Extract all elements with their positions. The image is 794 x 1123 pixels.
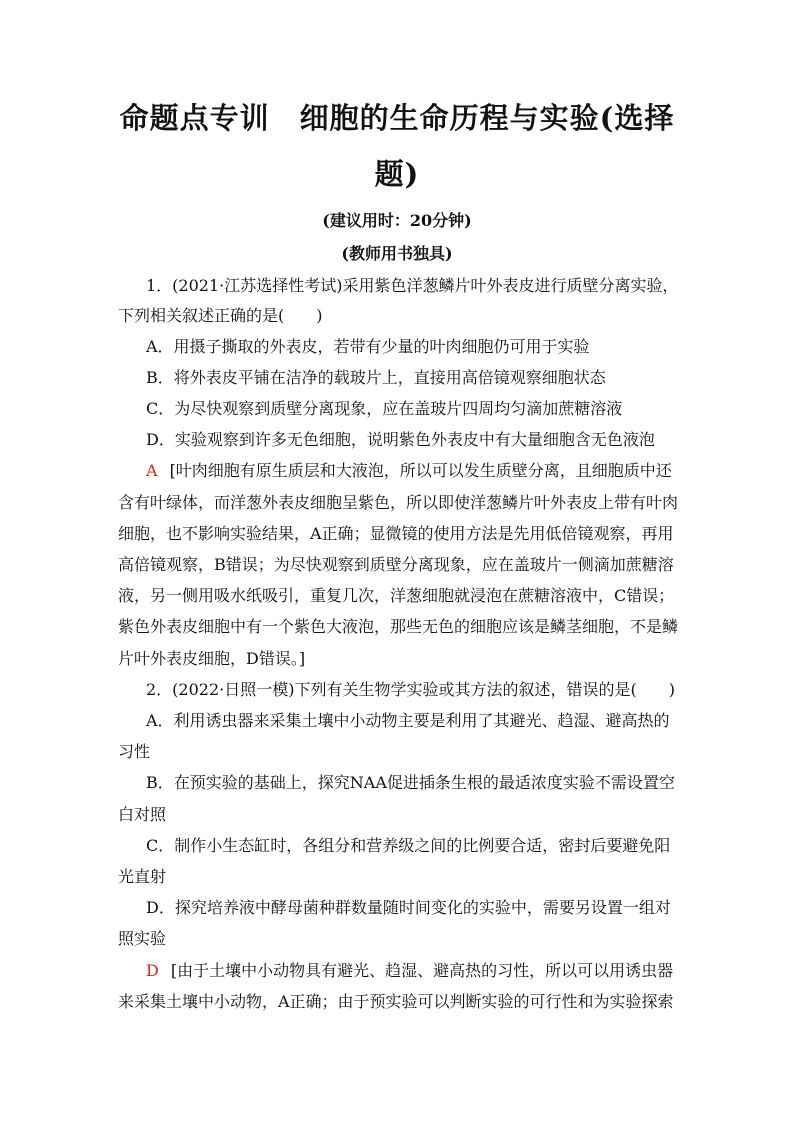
q1-stem: 1．(2021·江苏选择性考试)采用紫色洋葱鳞片叶外表皮进行质壁分离实验，	[146, 276, 679, 295]
page-title: 命题点专训 细胞的生命历程与实验(选择	[119, 101, 675, 135]
q2-answer: D	[146, 961, 159, 980]
teacher-note: (教师用书独具)	[341, 244, 453, 263]
q1-explanation-text: [叶肉细胞有原生质层和大液泡，所以可以发生质壁分离，且细胞质中还	[169, 461, 672, 480]
q2-option-d-continued: 照实验	[118, 929, 167, 948]
q1-explanation	[146, 461, 683, 481]
q1-explanation-line: 细胞，也不影响实验结果，A正确；显微镜的使用方法是先用低倍镜观察，再用	[118, 524, 674, 543]
q1-explanation-line: 紫色外表皮细胞中有一个紫色大液泡，那些无色的细胞应该是鳞茎细胞，不是鳞	[118, 617, 679, 636]
q1-option-c: C．为尽快观察到质壁分离现象，应在盖玻片四周均匀滴加蔗糖溶液	[146, 399, 623, 418]
q2-option-b-continued: 白对照	[118, 805, 167, 824]
page-title-continued: 题)	[374, 157, 420, 191]
q2-stem: 2．(2022·日照一模)下列有关生物学实验或其方法的叙述，错误的是( )	[146, 680, 675, 699]
q1-explanation-line: 液，另一侧用吸水纸吸引，重复几次，洋葱细胞就浸泡在蔗糖溶液中，C错误；	[118, 586, 675, 605]
q1-stem-continued: 下列相关叙述正确的是( )	[118, 306, 323, 325]
q1-option-d: D．实验观察到许多无色细胞，说明紫色外表皮中有大量细胞含无色液泡	[146, 430, 655, 449]
q2-explanation-text: [由于土壤中小动物具有避光、趋湿、避高热的习性，所以可以用诱虫器	[170, 961, 674, 980]
q2-option-a: A．利用诱虫器来采集土壤中小动物主要是利用了其避光、趋湿、避高热的	[146, 711, 670, 730]
q2-option-a-continued: 习性	[118, 742, 151, 761]
q2-option-d: D．探究培养液中酵母菌种群数量随时间变化的实验中，需要另设置一组对	[146, 898, 671, 917]
q1-answer: A	[146, 461, 158, 480]
q2-option-c-continued: 光直射	[118, 867, 167, 886]
q2-explanation	[146, 961, 683, 981]
q1-option-a: A．用摄子撕取的外表皮，若带有少量的叶肉细胞仍可用于实验	[146, 337, 590, 356]
q1-explanation-line: 含有叶绿体，而洋葱外表皮细胞呈紫色，所以即使洋葱鳞片叶外表皮上带有叶肉	[118, 493, 679, 512]
q1-option-b: B．将外表皮平铺在洁净的载玻片上，直接用高倍镜观察细胞状态	[146, 368, 606, 387]
q1-explanation-line: 高倍镜观察，B错误；为尽快观察到质壁分离现象，应在盖玻片一侧滴加蔗糖溶	[118, 555, 674, 574]
time-note: (建议用时：20分钟)	[322, 211, 472, 230]
q1-explanation-line: 片叶外表皮细胞，D错误。]	[118, 649, 306, 668]
q2-explanation-line: 来采集土壤中小动物，A正确；由于预实验可以判断实验的可行性和为实验探索	[118, 992, 674, 1011]
q2-option-c: C．制作小生态缸时，各组分和营养级之间的比例要合适，密封后要避免阳	[146, 836, 671, 855]
q2-option-b: B．在预实验的基础上，探究NAA促进插条生根的最适浓度实验不需设置空	[146, 773, 675, 792]
